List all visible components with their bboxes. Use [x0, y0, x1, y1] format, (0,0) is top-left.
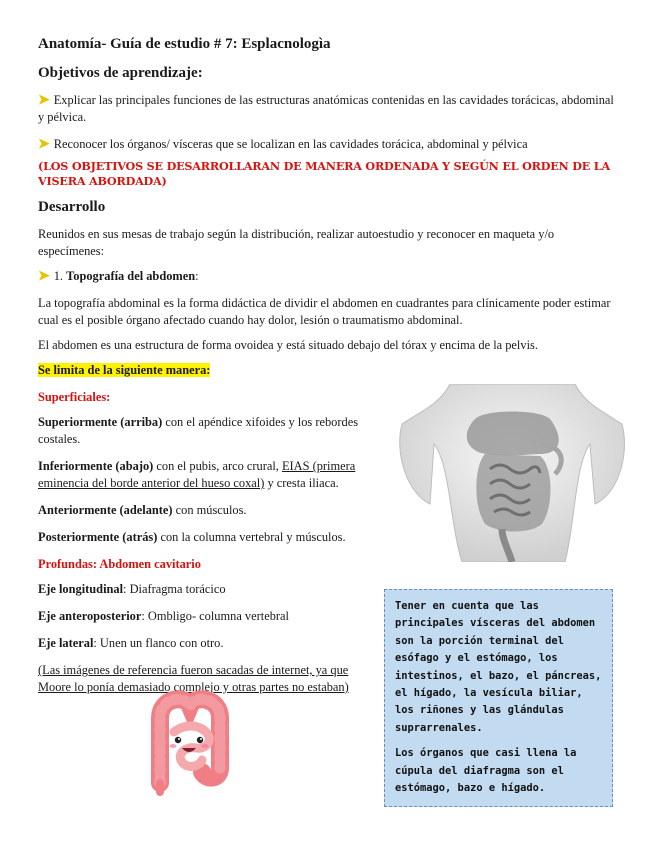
limit-inferior-text: con el pubis, arco crural,	[153, 459, 282, 473]
limit-inferior-label: Inferiormente (abajo)	[38, 459, 154, 473]
axis-longitudinal-text: : Diafragma torácico	[123, 582, 226, 596]
development-heading: Desarrollo	[38, 199, 106, 215]
limit-anterior-label: Anteriormente (adelante)	[38, 503, 173, 517]
limit-inferior-underlined: EIAS (primera eminencia del borde anterior del hueso coxal)	[38, 459, 356, 490]
topic-colon: :	[195, 269, 199, 283]
limit-inferior-text-end: y cresta iliaca.	[264, 476, 339, 490]
limit-heading-text: Se limita de la siguiente manera:	[38, 363, 211, 377]
cartoon-intestine-illustration	[140, 688, 240, 796]
profundas-heading: Profundas: Abdomen cavitario	[38, 557, 201, 571]
arrow-bullet-icon: ➤	[38, 269, 50, 284]
limit-posterior	[38, 529, 378, 546]
axis-longitudinal-label: Eje longitudinal	[38, 582, 124, 596]
axis-lateral	[38, 635, 378, 652]
objective-2	[38, 136, 623, 153]
axis-lateral-label: Eje lateral	[38, 636, 94, 650]
objectives-note: (LOS OBJETIVOS SE DESARROLLARAN DE MANERA ORDENADA Y SEGÚN EL ORDEN DE LA VISERA ABORDADA)	[38, 159, 610, 188]
paragraph-abdomen: El abdomen es una estructura de forma ovoidea y está situado debajo del tórax y encima de la pelvis.	[38, 338, 538, 352]
objective-2-text: Reconocer los órganos/ vísceras que se localizan en las cavidades torácica, abdominal y pélvica	[53, 137, 528, 151]
axis-longitudinal	[38, 581, 378, 598]
arrow-bullet-icon: ➤	[38, 137, 50, 152]
topic-number: 1.	[53, 269, 64, 283]
infobox-paragraph-1: Tener en cuenta que las principales vísceras del abdomen son la porción terminal del esófago y el estómago, los intestinos, el bazo, el páncreas, el hígado, la vesícula biliar, los riñones y las glándulas suprarrenales.	[395, 600, 602, 734]
objective-1	[38, 92, 623, 126]
limit-posterior-label: Posteriormente (atrás)	[38, 530, 158, 544]
images-note: (Las imágenes de referencia fueron sacadas de internet, ya que Moore lo ponía demasiado complejo y otras partes no estaban)	[38, 663, 349, 694]
superficiales-heading: Superficiales:	[38, 390, 111, 404]
paragraph-topography: La topografía abdominal es la forma didáctica de dividir el abdomen en cuadrantes para clínicamente poder estimar cual es el posible órgano afectado cuando hay dolor, lesión o traumatismo abdominal.	[38, 296, 611, 327]
limit-superior-text: con el apéndice xifoides y los rebordes costales.	[38, 415, 359, 446]
axis-anteroposterior	[38, 608, 378, 625]
axis-anteroposterior-label: Eje anteroposterior	[38, 609, 142, 623]
limit-heading	[38, 362, 623, 379]
document-title: Anatomía- Guía de estudio # 7: Esplacnologìa	[38, 36, 331, 52]
topic-heading	[38, 268, 623, 285]
limit-inferior	[38, 458, 378, 492]
objective-1-text: Explicar las principales funciones de las estructuras anatómicas contenidas en las cavidades torácicas, abdominal y pélvica.	[38, 93, 614, 124]
topic-title: Topografía del abdomen	[66, 269, 196, 283]
limit-anterior-text: con músculos.	[172, 503, 247, 517]
limit-posterior-text: con la columna vertebral y músculos.	[157, 530, 346, 544]
limit-superior	[38, 414, 378, 448]
viscera-info-box	[384, 589, 613, 807]
infobox-paragraph-2: Los órganos que casi llena la cúpula del diafragma son el estómago, bazo e hígado.	[395, 747, 577, 795]
limit-anterior	[38, 502, 378, 519]
arrow-bullet-icon: ➤	[38, 93, 50, 108]
limit-superior-label: Superiormente (arriba)	[38, 415, 163, 429]
intro-paragraph: Reunidos en sus mesas de trabajo según la distribución, realizar autoestudio y reconocer en maqueta y/o especímenes:	[38, 227, 555, 258]
abdomen-organs-illustration	[390, 384, 635, 562]
objectives-heading: Objetivos de aprendizaje:	[38, 65, 203, 81]
axis-anteroposterior-text: : Ombligo- columna vertebral	[141, 609, 289, 623]
axis-lateral-text: : Unen un flanco con otro.	[93, 636, 224, 650]
